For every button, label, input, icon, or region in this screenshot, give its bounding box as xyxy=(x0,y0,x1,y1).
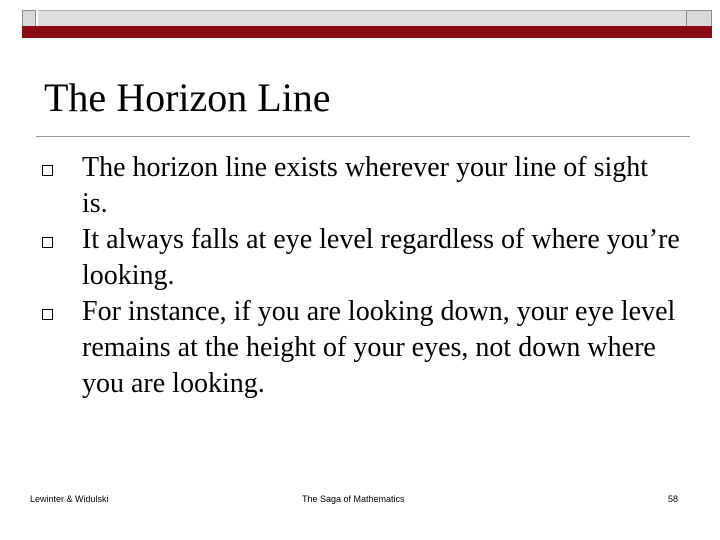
hollow-square-icon xyxy=(42,237,53,248)
footer-book-title: The Saga of Mathematics xyxy=(302,494,405,504)
page-number: 58 xyxy=(668,494,679,504)
hollow-square-icon xyxy=(42,165,53,176)
header-accent-bar-end xyxy=(686,26,712,38)
bullet-item xyxy=(40,150,680,222)
hollow-square-icon xyxy=(42,309,53,320)
footer-authors: Lewinter & Widulski xyxy=(30,494,109,504)
title-divider xyxy=(36,136,690,137)
bullet-text: It always falls at eye level regardless of where you’re looking. xyxy=(82,224,680,291)
header-accent-bar xyxy=(22,26,712,38)
bullet-item xyxy=(40,222,680,294)
bullet-text: The horizon line exists wherever your line of sight is. xyxy=(82,152,649,219)
bullet-text: For instance, if you are looking down, your eye level remains at the height of your eyes, not down where you are looking. xyxy=(82,296,676,399)
slide-title: The Horizon Line xyxy=(44,75,331,120)
bullet-item xyxy=(40,294,680,402)
bullet-list xyxy=(40,150,680,402)
header-band xyxy=(38,10,686,26)
